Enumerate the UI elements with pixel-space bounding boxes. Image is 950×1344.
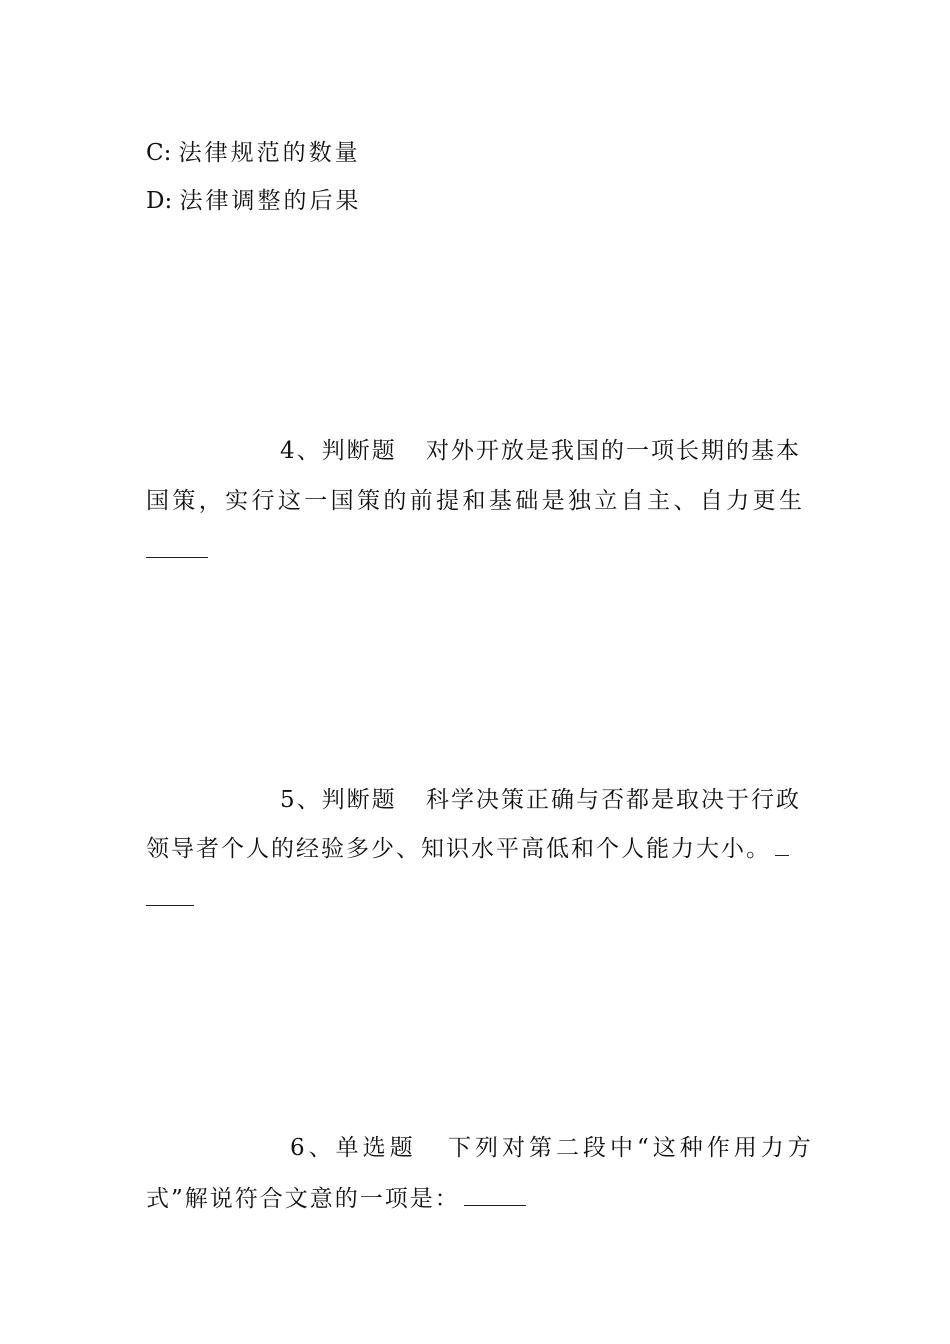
- answer-blank-line[interactable]: [775, 839, 789, 856]
- question-6-number: 6、: [290, 1135, 336, 1161]
- option-d: [146, 186, 362, 216]
- question-5-answer-blank[interactable]: [146, 884, 194, 914]
- option-c-sep: :: [163, 140, 172, 166]
- question-4-body: [146, 486, 804, 516]
- question-6-body: [146, 1184, 526, 1214]
- question-4-number: 4、: [280, 438, 322, 464]
- option-d-sep: :: [164, 188, 173, 214]
- answer-blank-line[interactable]: [146, 889, 194, 906]
- question-5-number: 5、: [280, 787, 322, 813]
- option-c-text: 法律规范的数量: [178, 140, 361, 166]
- question-5-header: [280, 785, 804, 815]
- question-4-type: 判断题: [321, 438, 397, 464]
- question-6-line2: 式”解说符合文意的一项是：: [146, 1186, 460, 1212]
- question-4-header: [280, 436, 804, 466]
- question-6-type: 单选题: [335, 1135, 417, 1161]
- question-4-line1: 对外开放是我国的一项长期的基本: [425, 438, 801, 464]
- question-5-body: [146, 834, 789, 864]
- question-5-line1: 科学决策正确与否都是取决于行政: [425, 787, 801, 813]
- option-d-text: 法律调整的后果: [179, 188, 362, 214]
- question-6-header: [290, 1133, 815, 1163]
- option-d-letter: D: [146, 188, 165, 214]
- question-6-line1: 下列对第二段中“这种作用力方: [447, 1135, 815, 1161]
- option-c: [146, 138, 361, 168]
- question-4-line2: 国策，实行这一国策的前提和基础是独立自主、自力更生: [146, 488, 804, 514]
- answer-blank-line[interactable]: [464, 1189, 526, 1206]
- question-4-answer-blank[interactable]: [146, 536, 208, 566]
- option-c-letter: C: [146, 140, 164, 166]
- question-5-line2: 领导者个人的经验多少、知识水平高低和个人能力大小。: [146, 836, 771, 862]
- question-5-type: 判断题: [321, 787, 397, 813]
- answer-blank-line[interactable]: [146, 541, 208, 558]
